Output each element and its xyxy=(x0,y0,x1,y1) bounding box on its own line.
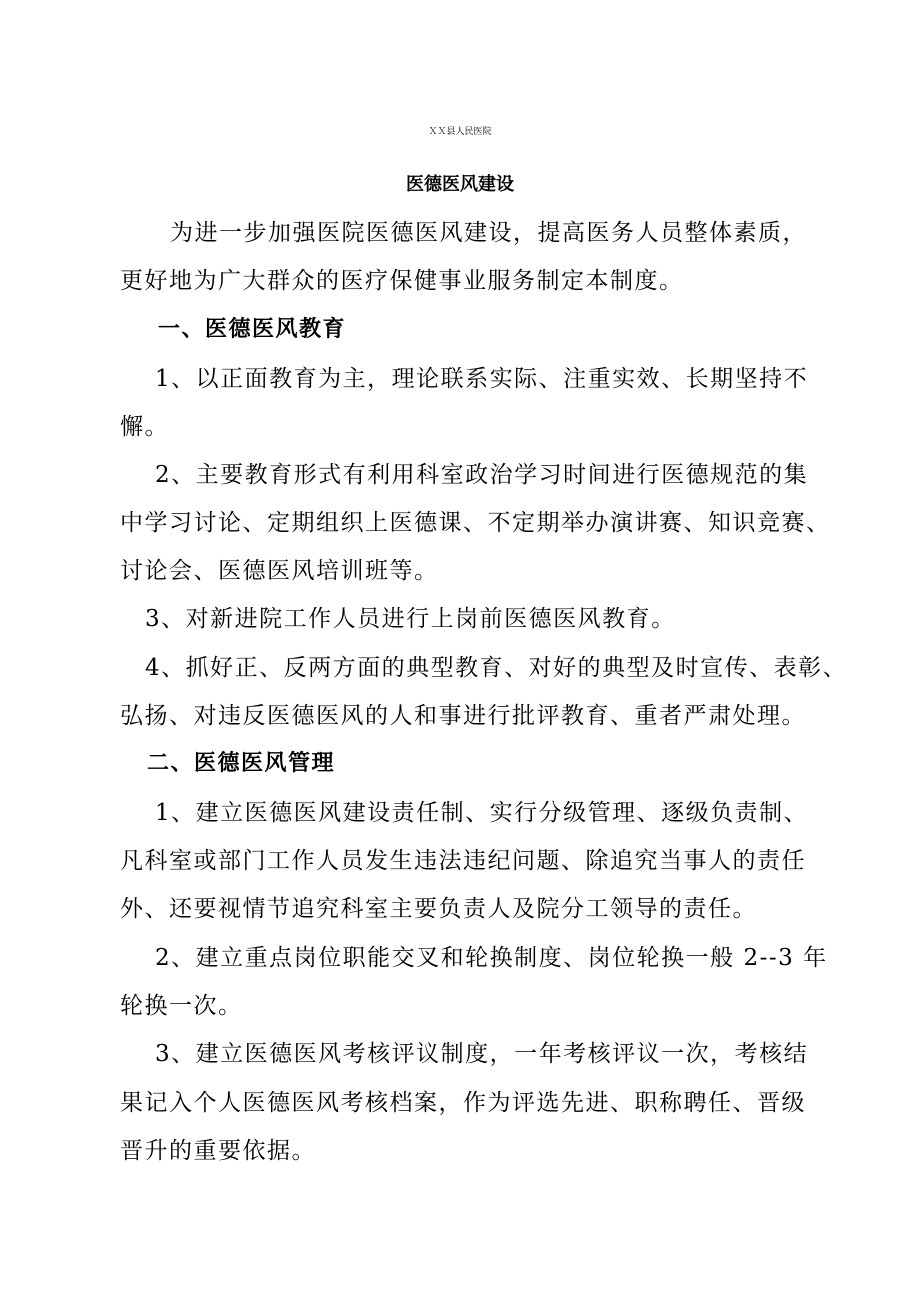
document-title: 医德医风建设 xyxy=(406,174,514,195)
section-heading-1: 一、医德医风教育 xyxy=(158,317,347,342)
hospital-name: ＸＸ县人民医院 xyxy=(428,127,492,137)
paragraph-line: 中学习讨论、定期组织上医德课、不定期举办演讲赛、知识竞赛、 xyxy=(120,510,831,536)
intro-line-1: 为进一步加强医院医德医风建设，提高医务人员整体素质， xyxy=(170,220,807,246)
paragraph-line: 2、主要教育形式有利用科室政治学习时间进行医德规范的集 xyxy=(155,462,809,488)
paragraph-line: 懈。 xyxy=(120,414,169,440)
paragraph-line: 外、还要视情节追究科室主要负责人及院分工领导的责任。 xyxy=(120,896,757,922)
paragraph-line: 3、建立医德医风考核评议制度，一年考核评议一次，考核结 xyxy=(155,1041,809,1067)
paragraph-line: 4、抓好正、反两方面的典型教育、对好的典型及时宣传、表彰、 xyxy=(145,655,848,681)
paragraph-line: 轮换一次。 xyxy=(120,993,243,1019)
paragraph-line: 凡科室或部门工作人员发生违法违纪问题、除追究当事人的责任 xyxy=(120,848,806,874)
paragraph-line: 1、以正面教育为主，理论联系实际、注重实效、长期坚持不 xyxy=(155,366,809,392)
paragraph-line: 1、建立医德医风建设责任制、实行分级管理、逐级负责制、 xyxy=(155,800,809,826)
paragraph-line: 果记入个人医德医风考核档案，作为评选先进、职称聘任、晋级 xyxy=(120,1090,806,1116)
intro-line-2: 更好地为广大群众的医疗保健事业服务制定本制度。 xyxy=(120,268,684,294)
section-heading-2: 二、医德医风管理 xyxy=(147,751,336,776)
paragraph-line: 弘扬、对违反医德医风的人和事进行批评教育、重者严肃处理。 xyxy=(120,703,806,729)
paragraph-line: 讨论会、医德医风培训班等。 xyxy=(120,558,439,584)
paragraph-line: 3、对新进院工作人员进行上岗前医德医风教育。 xyxy=(145,606,676,632)
paragraph-line: 2、建立重点岗位职能交叉和轮换制度、岗位轮换一般 2--3 年 xyxy=(155,945,828,971)
paragraph-line: 晋升的重要依据。 xyxy=(120,1138,316,1164)
